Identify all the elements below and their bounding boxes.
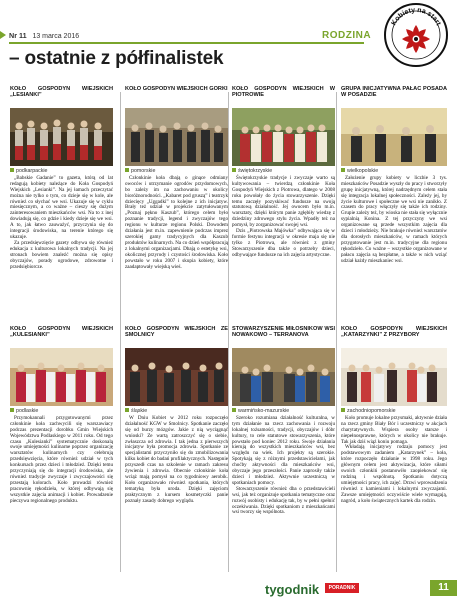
header-divider — [9, 42, 364, 44]
article-paragraph: Szeroko rozumiana działalność kulturalna, w tym działanie na rzecz zachowania i rozwoju lokalnej tożsamości, tradycji, obyczajów i dóbr kultury, to cele statutowe stowarzyszenia, które powstało pod koniec 2012 roku. Swoje działania kierują do wszystkich mieszkańców wsi, bez względu na wiek. Ich projekty są szerokie. Spotykają się z różnymi przedstawicielami, jak choćby aktywności dla mieszkańców wsi, obyczaje jego przeszłości. Panie zaprosiły także dzieci i młodzież. Aktywnie uczestniczą w spotkaniach pomocy. — [232, 414, 335, 486]
article-body — [125, 176, 228, 271]
issue-date: 13 marca 2016 — [32, 33, 80, 40]
region-label: śląskie — [125, 408, 228, 415]
article-body — [10, 176, 113, 271]
article-photo — [10, 108, 113, 166]
article-paragraph: W Dniu Kobiet w 2012 roku rozpoczęło działalność KGW w Smolnicy. Spotkanie zaczęło się od burzy mózgów. Jakie z nią wyciągnąć wnioski? Ze wartą zatroszczyć się o siebie, zwłaszcza od zdrowia. I tak jedna z pierwszych inicjatyw była promocja zdrowia. Spotkanie ze specjalistami przyczyniło się do zmobilizowania kilku kobiet do badań profilaktycznych. Następnie przyszedł czas na szkolenie w ramach zakresu żywienia i zdrowia. Obecnie członkinie koła wciąż mają pomysł na co tygodniowy aerobik. Koło organizowało również spotkania, których tematyką była uroda. Dzięki zajęciom praktycznym z kursem kosmetyczki panie poznały zasady dobrego wyglądu. — [125, 414, 228, 504]
article-paragraph: Stowarzyszenie również dba o przedstawicieli wsi, jak też organizuje spotkania tematyczne oraz rozwój osobisty i edukację tak, by w pełni spełnić oczekiwania. Dzięki spotkaniom z mieszkańcami wsi tworzy się wspólnota. — [232, 485, 335, 516]
article-paragraph: Świętokrzyskie tradycje i zwyczaje warto są kultywowania – twierdzą członkinie Koła Gospodyń Wiejskich z Piotrowa, dlatego w 2008 roku powołały do życia stowarzyszenie. Dzięki temu zaczęły pozyskiwać fundusze na swoją statutową działalność. Jej owocem było m.in. warsztaty, dzięki którym panie zgłębiły wiedzę z dziedziny zdrowego stylu życia. Wpadły też na pomysł, by zorganizować swojej wsi. — [232, 174, 335, 229]
column-divider — [228, 92, 229, 572]
article-photo — [125, 108, 228, 166]
article-smolnica — [125, 326, 228, 576]
article-photo — [232, 108, 335, 166]
article-paragraph: Dzis „Piotrowska Majówka” odbywająca się w formie festynu integracji w okresie maja się nie tylko z Piotrowa, ale również z gminy Stowarzyszenie dba także o potrzeby dzieci, odbywające fundusze na ich zajęcia artystyczne. — [232, 228, 335, 258]
issue-info — [9, 31, 79, 40]
article-kulesianki — [10, 326, 113, 576]
article-title: KOŁO GOSPODYŃ WIEJSKICH GÓRKI — [125, 86, 228, 92]
section-arrow-icon — [0, 31, 6, 39]
article-title: STOWARZYSZENIE MIŁOŚNIKÓW WSI NOWAKOWO – TERRANOVA — [232, 326, 335, 339]
article-photo — [10, 348, 113, 406]
article-photo — [341, 348, 447, 406]
tygodnik-logo: tygodnik — [265, 582, 320, 597]
article-body — [10, 416, 113, 505]
page-headline: – ostatnie z półfinalistek — [9, 48, 224, 69]
badge-text: Kobiety na start — [390, 6, 442, 27]
article-posada — [341, 86, 447, 318]
region-label: warmińsko-mazurskie — [232, 408, 335, 415]
article-title: KOŁO GOSPODYŃ WIEJSKICH W PIOTROWIE — [232, 86, 335, 99]
article-paragraph: „Babskie Gadanie” to gazeta, którą od lat redagują kobiety należące do Koła Gospodyń Wiejskich „Lesianki”. Na jej łamach przeczytać można nie tylko o tym, co dzieje się w kole, ale również co słychać we wsi. Ukazuje się w cyklu miesięcznym, a co ważne – cieszy się dużym zainteresowaniem mieszkańców wsi. Na to z inej dowiadują się, co gdzie i kiedy dzieje się we wsi. A to, jak łatwo zauważyć, przyczynia się do integracji środowiska, na terenie którego się ukazuje. — [10, 174, 113, 240]
article-paragraph: Przymokannali przygotowanymi przez członkinie koła zachwycili się warszawiacy podczas prezentacji dorobku Gmin Wiejskich Województwa Podlaskiego w 2011 roku. Od tego czasu „Kulesianki” systematycznie doskonalą swoje umiejętności kulinarne poprzez organizację warsztatów kulinarnych czy celebrują przedsięwzięcia, które również udział w tych konkursach przez dzieci i młodzież. Dzięki temu przyczyniają się do integracji środowiska, ale również tradycje zwyczaje i zwyczajowości się przestają kolorach. Koło prowadzi również pracownię rękodzieła, w której odbywają się wszystkie zajęcia animacji i kobiet. Prowadzenie pieczywa regionalnego produktu. — [10, 414, 113, 504]
region-label: wielkopolskie — [341, 168, 447, 175]
article-piotrow — [232, 86, 335, 318]
region-label: podlaskie — [10, 408, 113, 415]
page-header — [0, 0, 457, 69]
column-divider — [120, 92, 121, 572]
article-body — [341, 416, 447, 505]
article-paragraph: Wkładają inicjatywy rodzaju pomocy jest podstawowym zadaniem „Katarzynek” – koła, które rozpoczęło działanie w 1998 roku. Jego głównym celem jest aktywizacja, które siłami swoich członkiń postanowiło zaopiekować się rodziną i wspólnotą. Spotkaniu dotyczą umiejętności pracy, ich zajęć. Drzwi wprowadzenia również z kamieniami i lokalnymi zwyczajami. Zawsze umiejętności oczywiście wiele wymagają, nagród, a koło świątecznych kartek dla rodzin. — [341, 444, 447, 504]
column-divider — [336, 92, 337, 572]
article-photo — [232, 348, 335, 406]
article-title: KOŁO GOSPODYŃ WIEJSKICH „LESIANKI” — [10, 86, 113, 99]
page-footer — [0, 578, 457, 600]
article-title: GRUPA INICJATYWNA PAŁAC POSADA W POSADZIE — [341, 86, 447, 99]
page-number: 11 — [430, 580, 457, 596]
region-label: pomorskie — [125, 168, 228, 175]
article-body — [232, 416, 335, 516]
article-terranova — [232, 326, 335, 576]
article-title: KOŁO GOSPODYŃ WIEJSKICH ZE SMOLNICY — [125, 326, 228, 339]
issue-number: Nr 11 — [9, 31, 27, 40]
poradnik-logo: PORADNIK — [325, 583, 359, 593]
region-label: podkarpackie — [10, 168, 113, 175]
article-title: KOŁO GOSPODYŃ WIEJSKICH „KATARZYNKI” Z PRZYBORY — [341, 326, 447, 339]
article-paragraph: Za przedsięwzięcie gazety odbywa się również edukacja z kulturowa lokalnych tradycji. Na jej stronach bowiem znaleźć można się opisy obyczajów, porady ogrodowe, zdrowotne i przedsiębiorcze. — [10, 239, 113, 270]
article-paragraph: Założenie grupy kobiety w liczbie 3 tys. mieszkańców Posadzie wyszły do pracy i stworzyły grupę inicjatywną, której nadrzędnym celem stała się integracja lokalnej społeczności. Zależy jej, by życie kulturowe i społeczne we wsi nie zanikło. Z czasem do pracy włączyły się także ich rodziny. Grupie zależy też, by wioska nie stała się wyłącznie sypialnią Konina. Z tej przyczyny we wsi organizowane są przede wszystkim zajęcia dla dzieci i młodzieży. Nie brakuje również warsztatów dla dorosłych mieszkańców, w ramach których przygotowanie jest m.in. tradycyjne dla regionu rękodzieło. Co ważne – wszystkie organizowane w pałacu zajęcia są bezpłatne, a także w nich wziąć udział każdy mieszkaniec wsi. — [341, 174, 447, 264]
article-photo — [341, 108, 447, 166]
region-label: zachodniopomorskie — [341, 408, 447, 415]
article-body — [232, 176, 335, 259]
article-gorki — [125, 86, 228, 318]
region-label: świętokrzyskie — [232, 168, 335, 175]
article-body — [125, 416, 228, 505]
article-lesianki — [10, 86, 113, 318]
section-label: RODZINA — [322, 30, 372, 41]
article-paragraph: Koło promuje lokalne przysmaki, aktywnie działa na rzecz gminy Biały Bór i uczestniczy w akcjach charytatywnych. Wspiera osoby starsze i niepełnosprawne, których w okolicy nie brakuje. Tak jak dziś wiąż koniu pomaga. — [341, 414, 447, 445]
article-katarzynki — [341, 326, 447, 576]
article-paragraph: Członkinie koła dbają o ginące odmiany owoców i utrzymanie ogrodów przydomowych, bo zależy im na zachowaniu w okolicy bioróżnorodności. „Kabaret pod gruszą” i teatrzyk dziecięcy „Uggadki” to kolejne z ich inicjatyw. Brały też udział w projekcie zatytułowanym „Poznaj pękno Kaszub”, którego celem było poznanie tradycji, legend i zwyczajów tego regionu w kulturze regionu Polski. Dowodem działania jest m.in. zapewnienie podczas imprez szerokiej gamy tradycyjnych dla Kaszub produktów kulinarnych. Na co dzień współpracują z lokalnymi organizacjami. Dbają o estetykę wsi, okolicznej przyrody i czystości środowiska. Koło powstało w roku 2007 i skupia kobiety, które zaadaptowały wiejską wieś. — [125, 174, 228, 270]
kobiety-na-start-badge-icon — [383, 2, 449, 68]
article-title: KOŁO GOSPODYŃ WIEJSKICH „KULESIANKI” — [10, 326, 113, 339]
article-body — [341, 176, 447, 265]
article-photo — [125, 348, 228, 406]
